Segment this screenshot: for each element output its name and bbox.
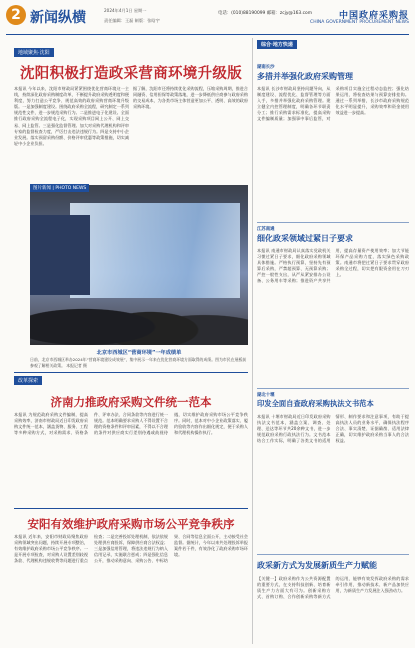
- article2-kicker: 改革探索: [14, 376, 42, 385]
- divider-rule: [257, 388, 409, 389]
- story1-body: 本报讯 长沙市财政局坚持问题导向，从制度建设、流程优化、监督管理等方面入手，多措并举强化政府采购管理。建立健全内控管理制度，明确各环节职责分工；推行采购需求标准化，提高采购文件编制质量；加强事中事后监管，对采购项目实施全过程动态监控；强化结果运用，将检查结果与预算安排挂钩。通过一系列举措，长沙市政府采购规范化水平明显提升，采购效率和资金使用效益进一步提高。: [257, 86, 409, 122]
- story2-kicker: 江苏南通: [257, 227, 275, 232]
- article1-sidebar-text: [14, 190, 27, 345]
- right-section-label: 综合·地方快递: [257, 40, 297, 49]
- contact-line: 电话：(010)88190099 邮箱：zcjy@163.com: [218, 11, 312, 16]
- newspaper-tagline: CHINA GOVERNMENT PROCUREMENT NEWS: [310, 20, 409, 25]
- newspaper-logo: 中国政府采购报: [338, 11, 409, 21]
- article1-body-cont: 据了解，沈阳市还将持续优化采购流程，压缩采购周期，推进合同融资、信用担保等政策落地，进一步降低供应商参与政府采购的交易成本，为各类市场主体营造更加公平、透明、高效的政府采购环境。: [133, 86, 248, 110]
- news-photo: [30, 185, 248, 345]
- article1-kicker: 地域聚焦·沈阳: [14, 48, 54, 57]
- story4-headline: 政采新方式为发展新质生产力赋能: [257, 560, 377, 570]
- divider-rule: [257, 554, 409, 555]
- photo-caption-title: 北京市西城区“营商环境”一年成绩单: [96, 350, 182, 356]
- photo-news-label: 图片新闻 | PHOTO NEWS: [30, 184, 89, 192]
- article3-body: 本报讯 近年来，安阳市财政局聚焦政府采购领域突出问题，持续开展专项整治，有效维护政府采购市场公平竞争秩序。一是开展专项检查，对采购人设置差别歧视条款、代理机构违规收费等问题进行重点检查；二是完善投诉处理机制，依法依规处理供应商投诉，保障供应商合法权益；三是加强信用管理，将违法违规行为纳入信用记录，实施联合惩戒；四是强化信息公开，推动采购意向、采购公告、中标结果、合同等信息全面公开，主动接受社会监督。据统计，今年以来共处理投诉举报案件若干件，有效净化了政府采购市场环境。: [14, 534, 248, 564]
- page-number: 2: [6, 5, 26, 25]
- story2-body: 本报讯 南通市财政局认真落实党政机关习惯过紧日子要求，细化政府采购领域具体措施。严格执行预算，坚持先有预算后采购，严禁超预算、无预算采购；严控一般性支出，从严从紧安排办公设备、公务用车等采购；推进资产共享共用，提高存量资产使用效率；加大节能环保产品采购力度，落实绿色采购政策。南通市将把过紧日子要求贯穿政府采购全过程，切实把有限资金用在刀刃上。: [257, 248, 409, 284]
- divider-rule: [257, 222, 409, 223]
- article2-headline: 济南力推政府采购文件统一范本: [50, 395, 212, 409]
- article1-body: 本报讯 今年以来，沈阳市财政局紧紧围绕优化营商环境这一主线，持续深化政府采购制度改革，不断提升政府采购透明度和便利度，努力打造公平竞争、规范高效的政府采购营商环境升级版。一是加强制度建设。围绕政府采购全流程，研究制定一系列规范性文件，进一步规范采购行为。二是推进电子化建设。全面推行政府采购全流程电子化，实现采购项目网上公开、网上交易、网上监管。三是强化监督管理。加大对采购代理机构和评审专家的监督检查力度，严厉打击违法违规行为。四是支持中小企业发展。落实预留采购份额、价格评审优惠等政策措施，切实减轻中小企业负担。: [14, 86, 129, 146]
- divider-rule: [14, 372, 248, 373]
- section-title: 新闻纵横: [30, 10, 86, 26]
- visitors-silhouette: [30, 285, 248, 345]
- exhibition-panel: [30, 215, 90, 295]
- story1-headline: 多措并举强化政府采购管理: [257, 71, 353, 81]
- photo-caption: 日前，北京市西城区举办2024年“营商环境建设成效展”，集中展示一年来在优化营商环境方面取得的成绩。图为市民在展板前参观了解相关政策。 本报记者 摄: [30, 357, 247, 368]
- column-divider: [252, 38, 253, 644]
- issue-date: 2024年4月1日 星期一: [104, 8, 147, 13]
- story4-body: 【关键一】政府采购作为公共资源配置的重要方式，在支持科技创新、培育新质生产力方面大有可为。创新采购方式、首购订购、合作创新采购等新方式的运用，能够有效发挥政府采购的需求牵引作用，推动新技术、新产品加快应用，为新质生产力发展注入强劲动力。: [257, 576, 409, 600]
- story2-headline: 细化政采领域过紧日子要求: [257, 233, 353, 243]
- divider-rule: [14, 508, 248, 509]
- masthead: [6, 4, 409, 35]
- story1-kicker: 湖南长沙: [257, 65, 275, 70]
- article1-headline: 沈阳积极打造政采营商环境升级版: [20, 65, 242, 82]
- story3-headline: 印发全面自查政府采购执法文书范本: [257, 399, 374, 408]
- story3-kicker: 湖北十堰: [257, 393, 275, 398]
- article3-headline: 安阳有效维护政府采购市场公平竞争秩序: [27, 517, 235, 531]
- story3-body: 本报讯 十堰市财政局近日印发政府采购执法文书范本，涵盖立案、调查、处理、送达等环节共20余种文书，进一步规范政府采购行政执法行为。文书范本结合工作实际，明确了各类文书的适用情形、制作要求和注意事项，有助于提高执法人员的业务水平，确保执法程序合法、事实清楚、证据确凿、适用法律正确，切实维护政府采购当事人的合法权益。: [257, 414, 409, 444]
- article2-body: 本报讯 为规范政府采购文件编制，提高采购效率，济南市财政局近日印发政府采购文件统一范本，涵盖货物、服务、工程等多种采购方式，对采购需求、资格条件、评审办法、合同条款等内容进行统一规范。范本明确要求采购人不得设置不合理的资格条件和评审因素，不得以不合理的条件对供应商实行差别待遇或歧视待遇，切实维护政府采购市场公平竞争秩序。同时，范本对中小企业政策落实、履约验收等内容作出细化规定，便于采购人和代理机构操作执行。: [14, 412, 248, 436]
- editor-line: 责任编辑：王磊 制版：张晗宇: [104, 18, 160, 23]
- exhibition-board: [70, 203, 240, 298]
